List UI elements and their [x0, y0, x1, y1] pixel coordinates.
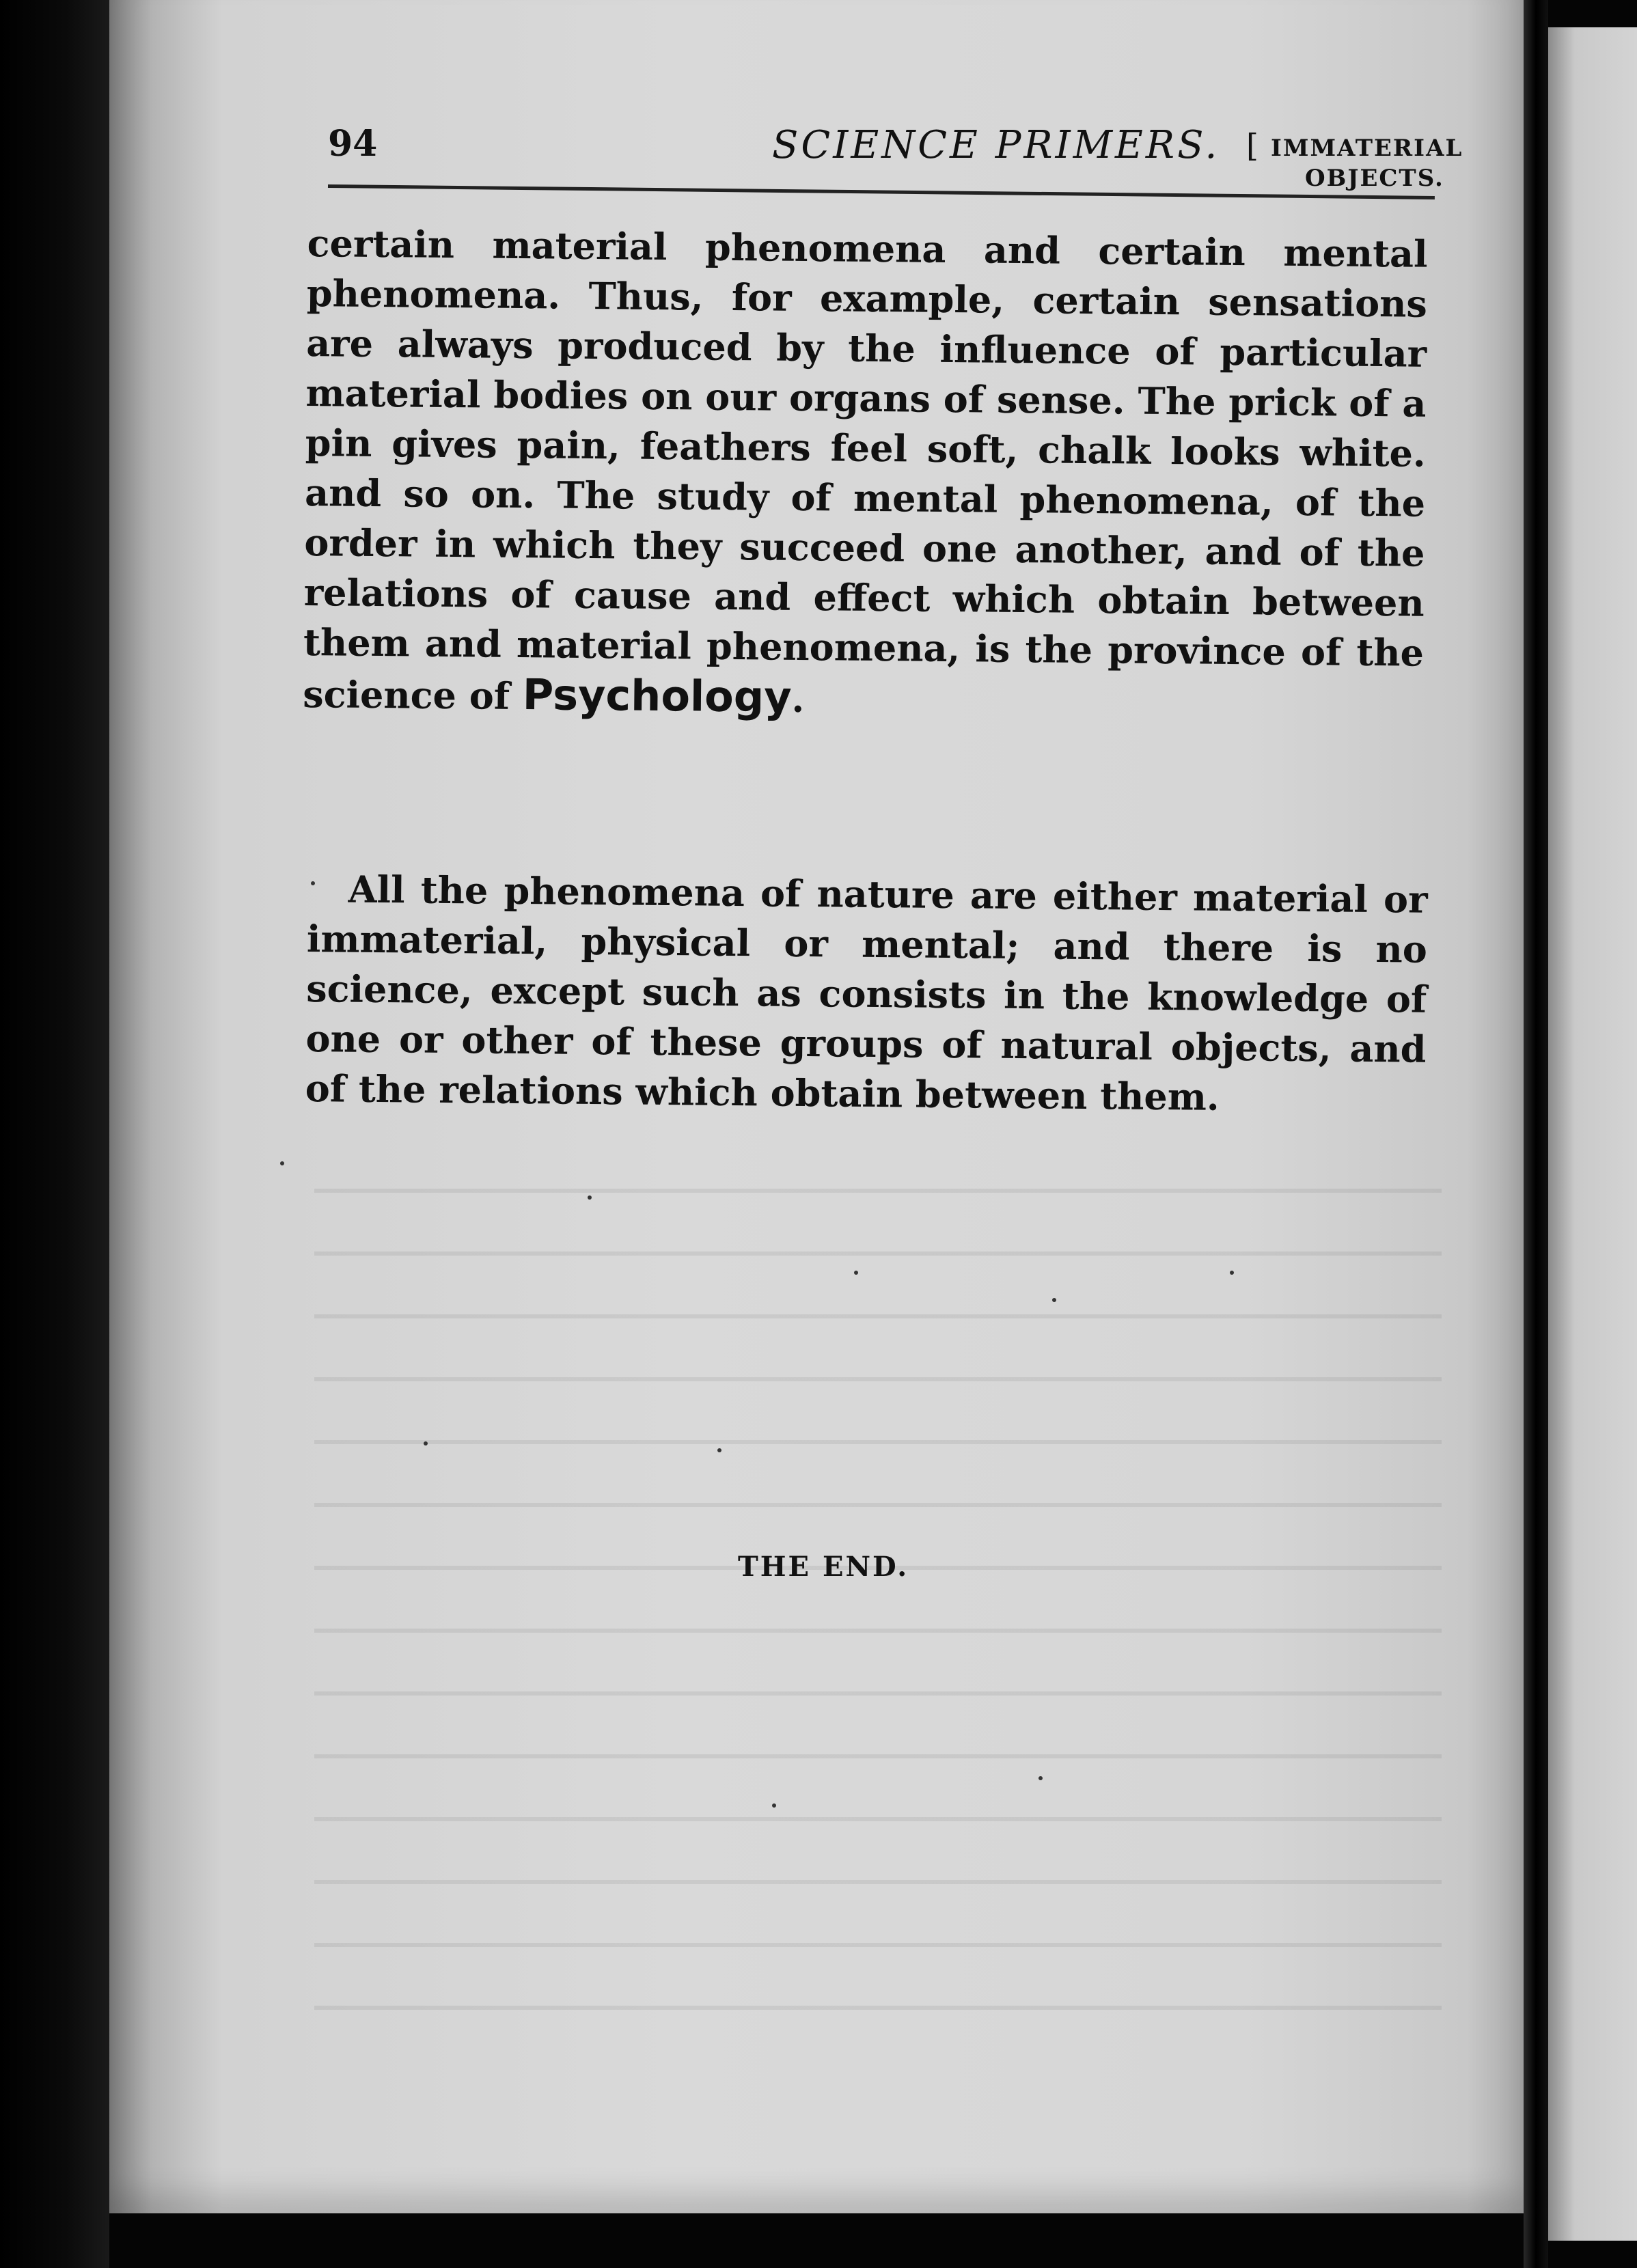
- paragraph-1-text: certain material phenomena and certain mental phenomena. Thus, for example, certain sensations are always produced by the influence of particular material bodies on our organs of sense. The prick of a pin gives pain, feathers feel soft, chalk looks white. and so on. The study of mental phenomena, of the order in which they succeed one another, and of the relations of cause and effect which obtain between them and material phenomena, is the province of the science of: [303, 221, 1428, 718]
- running-title: SCIENCE PRIMERS.: [772, 123, 1220, 167]
- side-note-line-2: OBJECTS.: [1305, 165, 1444, 192]
- paragraph-1-end: .: [791, 676, 805, 721]
- paragraph-1: [303, 219, 1428, 730]
- page-gutter: [1524, 0, 1548, 2268]
- side-note: [1246, 127, 1463, 193]
- term-psychology: Psychology: [522, 669, 792, 722]
- the-end-colophon: THE END.: [738, 1551, 909, 1583]
- paragraph-2: [305, 864, 1427, 1124]
- paragraph-2-text: All the phenomena of nature are either material or immaterial, physical or mental; and there is no science, except such as consists in the knowledge of one or other of these groups of natural objects, and of the relations which obtain between them.: [305, 867, 1428, 1119]
- facing-page-edge: [1548, 27, 1637, 2241]
- running-head: [225, 116, 1463, 219]
- reverse-side-show-through: [314, 1161, 1442, 2049]
- side-note-bracket: [: [1246, 127, 1260, 164]
- page-number: 94: [328, 123, 378, 165]
- side-note-line-1: IMMATERIAL: [1271, 135, 1463, 162]
- book-binding-edge: [0, 0, 109, 2268]
